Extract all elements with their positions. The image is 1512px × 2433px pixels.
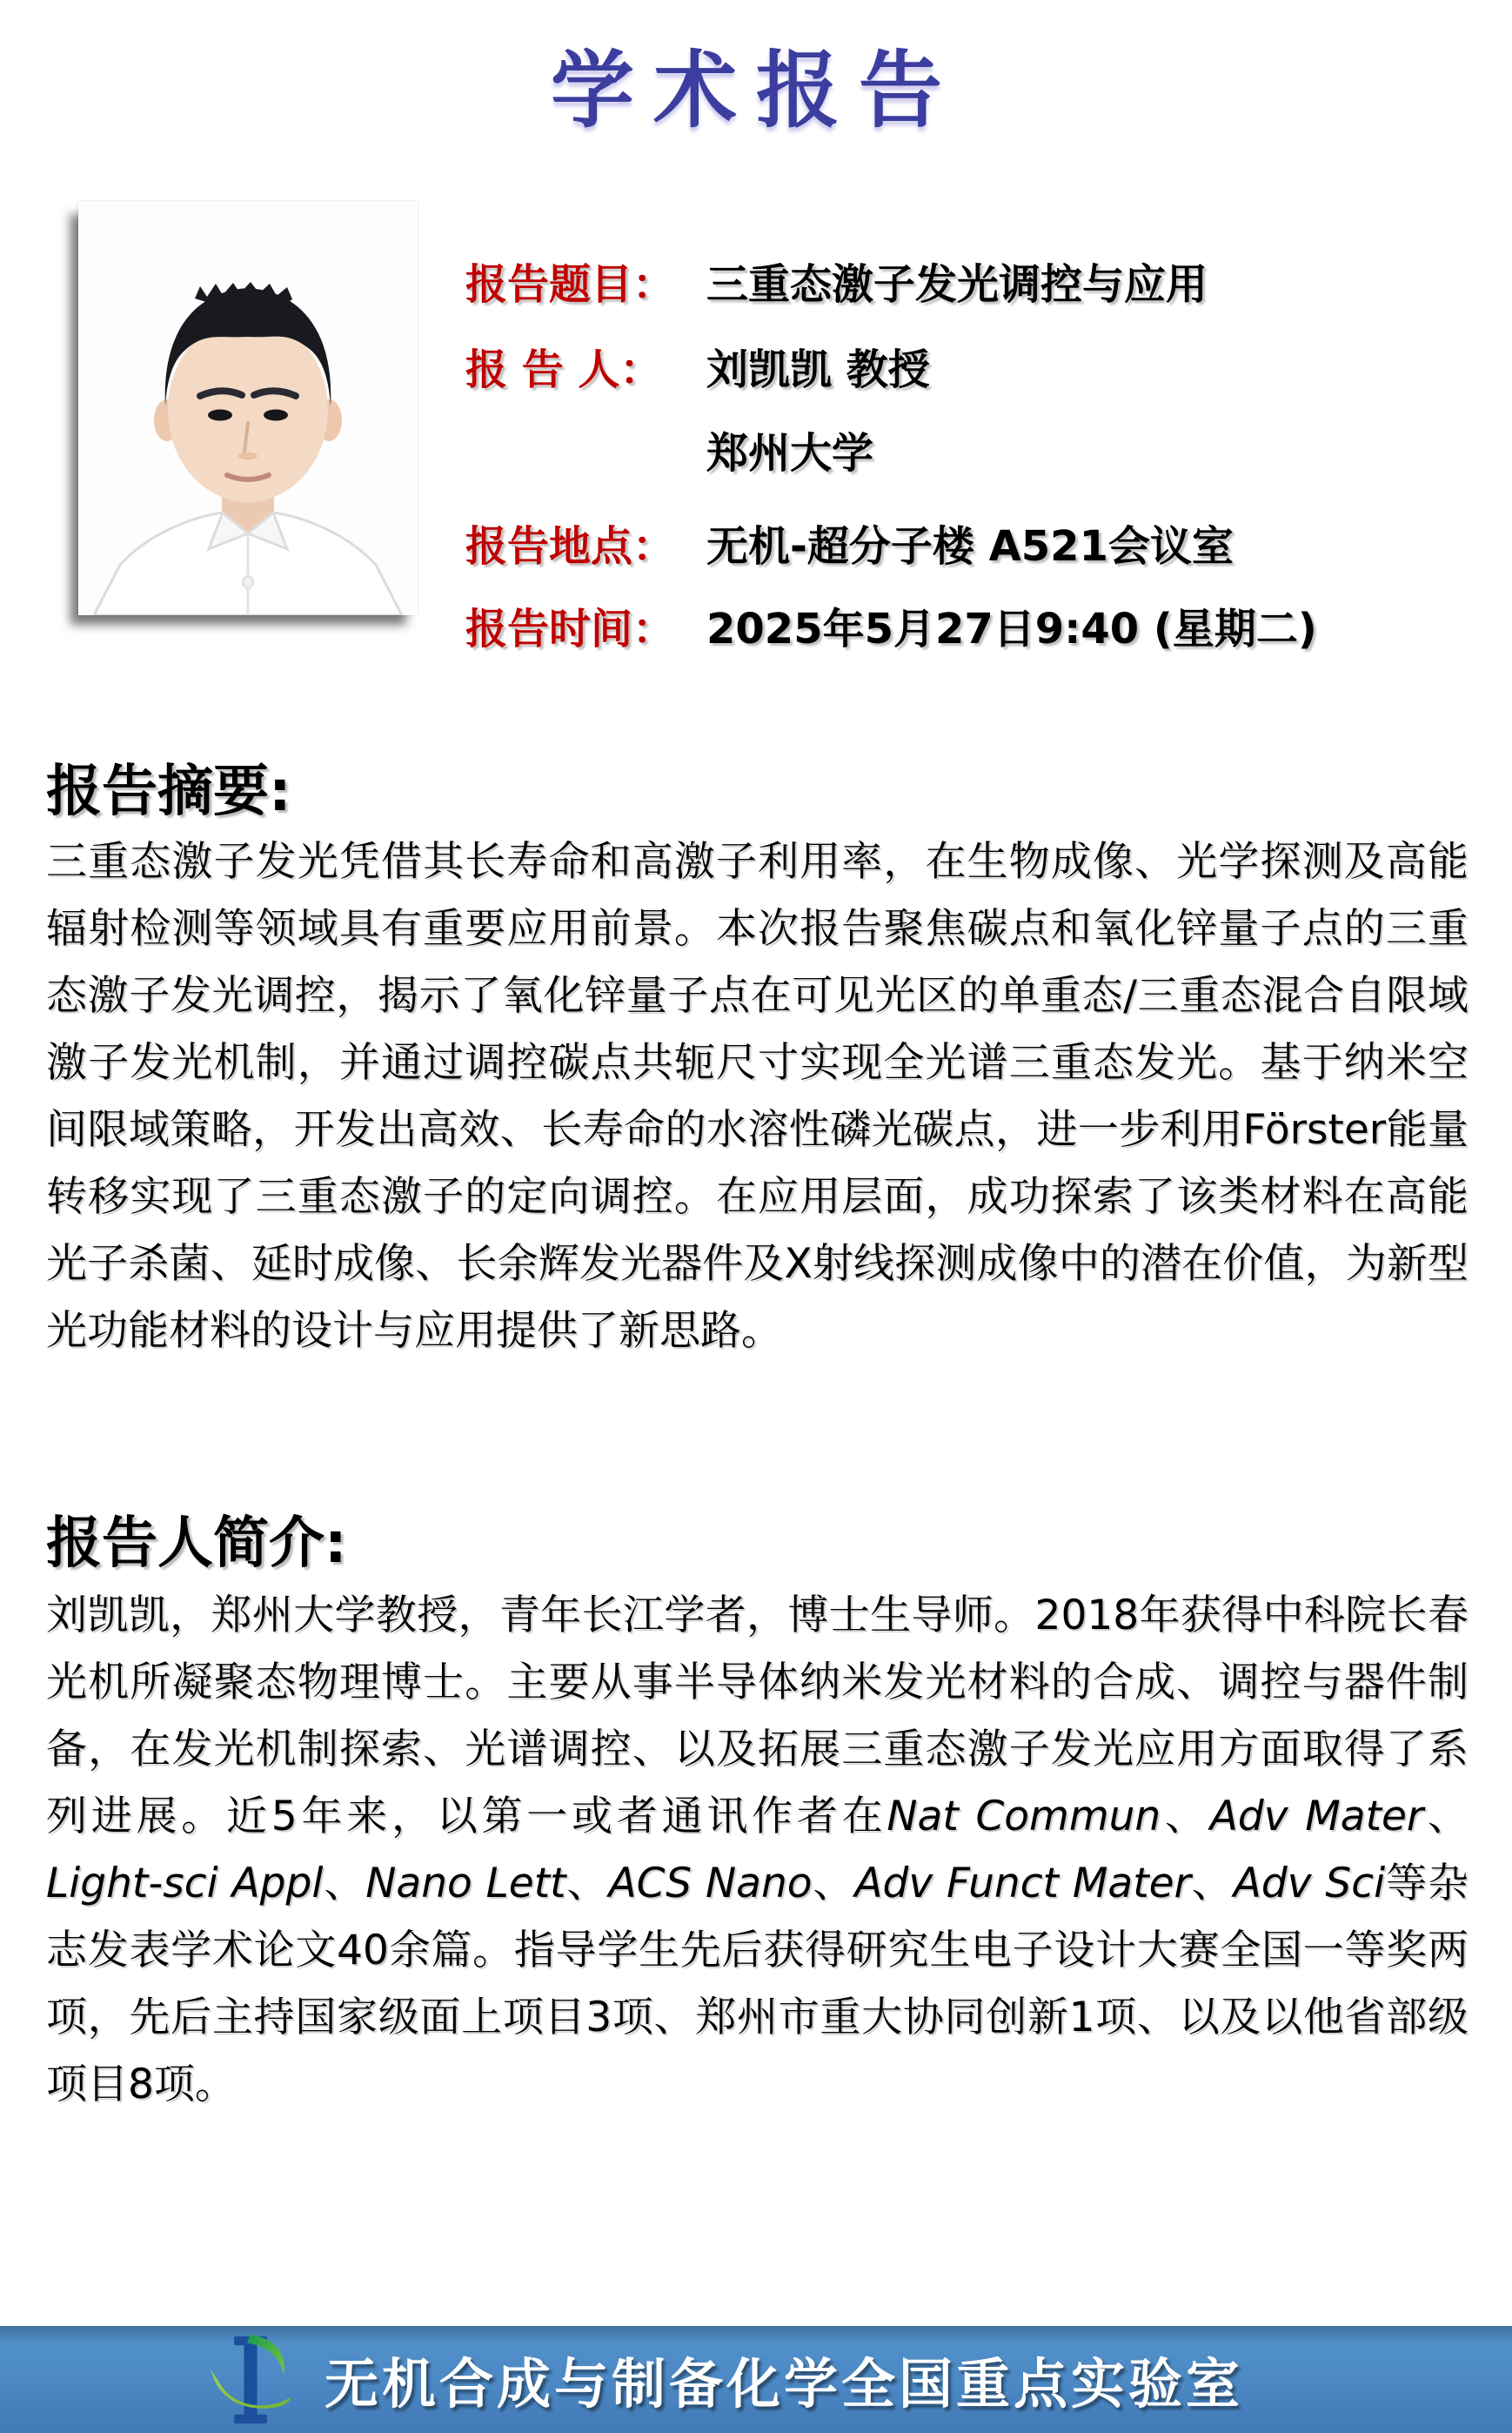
field-value-topic: 三重态激子发光调控与应用: [706, 260, 1208, 309]
speaker-portrait-illustration: [78, 201, 418, 615]
lab-logo-icon: [208, 2335, 293, 2425]
field-value-speaker: 刘凯凯 教授: [706, 345, 930, 394]
field-value-location: 无机-超分子楼 A521会议室: [706, 522, 1234, 571]
field-label-location: 报告地点：: [465, 522, 675, 571]
field-value-time: 2025年5月27日9:40 (星期二): [706, 605, 1317, 653]
bio-body: 刘凯凯，郑州大学教授，青年长江学者，博士生导师。2018年获得中科院长春光机所凝聚态物理博士。主要从事半导体纳米发光材料的合成、调控与器件制备，在发光机制探索、光谱调控、以及拓展三重态激子发光应用方面取得了系列进展。近5年来，以第一或者通讯作者在Nat Commun、Adv Mater、Light-sci Appl、Nano Lett、ACS Nano、Adv Funct Mater、Adv Sci等杂志发表学术论文40余篇。指导学生先后获得研究生电子设计大赛全国一等奖两项，先后主持国家级面上项目3项、郑州市重大协同创新1项、以及以他省部级项目8项。: [46, 1592, 1469, 2108]
bio-heading: 报告人简介:: [46, 1511, 347, 1576]
field-label-speaker: 报 告 人：: [465, 345, 662, 394]
footer-bar: [0, 2326, 1512, 2433]
speaker-photo: [78, 201, 418, 615]
field-label-topic: 报告题目：: [465, 260, 675, 309]
abstract-body: 三重态激子发光凭借其长寿命和高激子利用率，在生物成像、光学探测及高能辐射检测等领域具有重要应用前景。本次报告聚焦碳点和氧化锌量子点的三重态激子发光调控，揭示了氧化锌量子点在可见光区的单重态/三重态混合自限域激子发光机制，并通过调控碳点共轭尺寸实现全光谱三重态发光。基于纳米空间限域策略，开发出高效、长寿命的水溶性磷光碳点，进一步利用Förster能量转移实现了三重态激子的定向调控。在应用层面，成功探索了该类材料在高能光子杀菌、延时成像、长余辉发光器件及X射线探测成像中的潜在价值，为新型光功能材料的设计与应用提供了新思路。: [46, 838, 1469, 1355]
field-label-time: 报告时间：: [465, 605, 675, 653]
abstract-heading: 报告摘要:: [46, 760, 291, 824]
field-value-affiliation: 郑州大学: [706, 429, 874, 478]
lab-name: 无机合成与制备化学全国重点实验室: [324, 2352, 1243, 2416]
page-title: 学术报告: [551, 41, 961, 139]
